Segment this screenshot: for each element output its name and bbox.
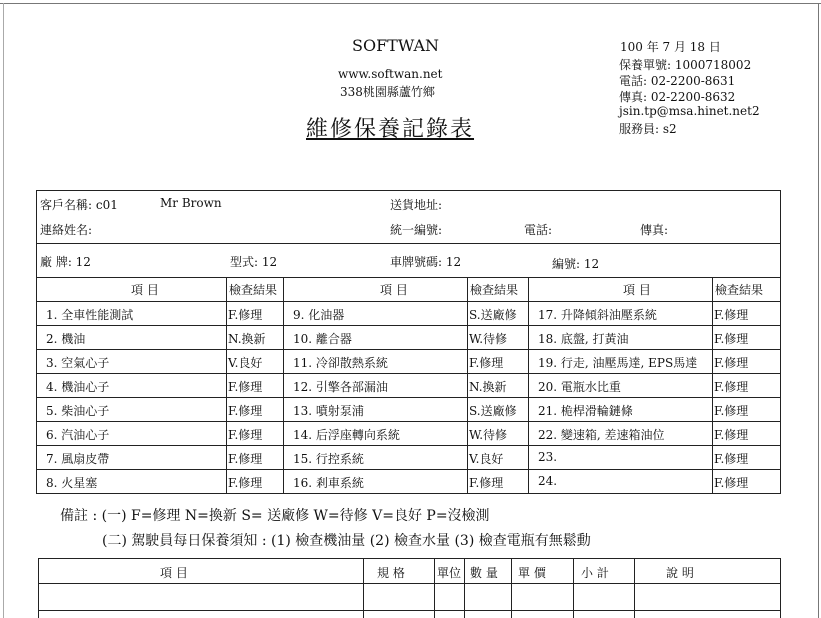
check-result: F.修理 [714, 404, 749, 418]
check-item: 5. 柴油心子 [46, 404, 110, 418]
check-result: N.換新 [228, 332, 266, 346]
check-table-row-line [36, 397, 781, 398]
bottom-table-col-line [573, 558, 574, 618]
check-item: 10. 離合器 [293, 332, 352, 346]
check-table-row-line [36, 445, 781, 446]
check-result: F.修理 [228, 452, 263, 466]
check-table-row-line [36, 325, 781, 326]
check-table-header: 檢查結果 [470, 283, 519, 297]
check-item: 4. 機油心子 [46, 380, 110, 394]
bottom-table-top-line [38, 558, 781, 559]
check-table-col-line [712, 277, 713, 493]
bottom-table-row-line [38, 610, 781, 611]
check-result: F.修理 [714, 332, 749, 346]
check-result: V.良好 [228, 356, 263, 370]
bottom-table-col-line [464, 558, 465, 618]
company-website: www.softwan.net [338, 67, 443, 81]
vehicle-number: 編號: 12 [552, 257, 600, 271]
info-date: 100 年 7 月 18 日 [620, 40, 721, 54]
info-fax: 傳真: 02-2200-8632 [619, 90, 736, 104]
check-item: 9. 化油器 [293, 308, 345, 322]
check-table-header: 檢查結果 [715, 283, 764, 297]
check-result: N.換新 [469, 380, 507, 394]
check-table-top-line [36, 277, 781, 278]
bottom-table-header: 數 量 [470, 566, 498, 580]
check-result: F.修理 [228, 380, 263, 394]
check-table-row-line [36, 301, 781, 302]
check-item: 15. 行控系統 [293, 452, 364, 466]
check-item: 2. 機油 [46, 332, 86, 346]
check-table-header: 項 目 [131, 283, 159, 297]
form-title: 維修保養記錄表 [306, 117, 475, 142]
page-border-top [0, 3, 821, 4]
check-table-col-line [226, 277, 227, 493]
bottom-table-col-line [511, 558, 512, 618]
bottom-table-header: 項 目 [160, 566, 188, 580]
bottom-table-header: 單位 [437, 566, 462, 580]
check-item: 13. 噴射泵浦 [293, 404, 364, 418]
customer-name-value: Mr Brown [160, 196, 222, 210]
check-table-row-line [36, 469, 781, 470]
check-item: 23. [538, 450, 558, 464]
customer-name-label: 客戶名稱: c01 [40, 198, 118, 212]
company-name: SOFTWAN [352, 36, 440, 55]
check-result: F.修理 [714, 452, 749, 466]
check-item: 18. 底盤, 打黃油 [538, 332, 629, 346]
notes-line-1: 備註 : (一) F=修理 N=換新 S= 送廠修 W=待修 V=良好 P=沒檢測 [60, 508, 490, 524]
check-table-col-line [467, 277, 468, 493]
contact-name-label: 連絡姓名: [40, 223, 93, 237]
check-result: F.修理 [714, 308, 749, 322]
customer-divider-line [36, 243, 781, 244]
check-result: F.修理 [469, 356, 504, 370]
check-result: F.修理 [228, 404, 263, 418]
check-result: F.修理 [714, 476, 749, 490]
check-table-row-line [36, 493, 781, 494]
check-item: 16. 剎車系統 [293, 476, 364, 490]
check-item: 3. 空氣心子 [46, 356, 110, 370]
check-item: 1. 全車性能測試 [46, 308, 134, 322]
check-result: F.修理 [714, 356, 749, 370]
vehicle-brand: 廠 牌: 12 [40, 255, 91, 269]
check-result: F.修理 [228, 428, 263, 442]
tax-id-label: 統一編號: [390, 223, 443, 237]
bottom-table-col-line [634, 558, 635, 618]
check-item: 14. 后浮座轉向系統 [293, 428, 400, 442]
check-item: 20. 電瓶水比重 [538, 380, 621, 394]
check-table-header: 項 目 [623, 283, 651, 297]
bottom-table-header: 小 計 [581, 566, 609, 580]
check-result: W.待修 [469, 428, 508, 442]
check-table-row-line [36, 349, 781, 350]
bottom-table-header: 說 明 [666, 566, 694, 580]
check-result: F.修理 [714, 428, 749, 442]
check-item: 8. 火星塞 [46, 476, 98, 490]
info-repair-no: 保養單號: 1000718002 [619, 58, 752, 72]
vehicle-plate: 車牌號碼: 12 [390, 255, 462, 269]
frame-left-line [36, 190, 37, 493]
check-result: V.良好 [469, 452, 504, 466]
customer-fax-label: 傳真: [640, 223, 669, 237]
check-item: 24. [538, 474, 558, 488]
check-result: F.修理 [469, 476, 504, 490]
check-table-row-line [36, 421, 781, 422]
check-result: S.送廠修 [469, 308, 517, 322]
check-table-header: 項 目 [380, 283, 408, 297]
check-result: F.修理 [714, 380, 749, 394]
info-staff: 服務員: s2 [619, 122, 677, 136]
notes-line-2: (二) 駕駛員每日保養須知 : (1) 檢查機油量 (2) 檢查水量 (3) 檢查電瓶有無鬆動 [102, 533, 591, 549]
vehicle-model: 型式: 12 [230, 255, 278, 269]
info-email: jsin.tp@msa.hinet.net2 [619, 104, 760, 118]
info-phone: 電話: 02-2200-8631 [619, 74, 736, 88]
check-result: W.待修 [469, 332, 508, 346]
check-table-col-line [528, 277, 529, 493]
check-item: 6. 汽油心子 [46, 428, 110, 442]
bottom-table-col-line [363, 558, 364, 618]
check-item: 12. 引擎各部漏油 [293, 380, 388, 394]
check-table-row-line [36, 373, 781, 374]
check-table-col-line [283, 277, 284, 493]
customer-phone-label: 電話: [524, 223, 553, 237]
bottom-table-header-line [38, 583, 781, 584]
bottom-table-col-line [434, 558, 435, 618]
frame-right-line [780, 190, 781, 493]
check-item: 19. 行走, 油壓馬達, EPS馬達 [538, 356, 698, 370]
bottom-table-col-line [780, 558, 781, 618]
bottom-table-header: 單 價 [518, 566, 546, 580]
check-table-header: 檢查結果 [229, 283, 278, 297]
page-border-right [818, 3, 819, 618]
check-item: 11. 冷卻散熱系統 [293, 356, 388, 370]
check-item: 17. 升降傾斜油壓系統 [538, 308, 657, 322]
check-result: F.修理 [228, 476, 263, 490]
bottom-table-header: 規 格 [377, 566, 405, 580]
check-item: 7. 風扇皮帶 [46, 452, 110, 466]
customer-top-line [36, 190, 781, 191]
page-border-left [3, 3, 4, 618]
delivery-address-label: 送貨地址: [390, 198, 443, 212]
check-result: F.修理 [228, 308, 263, 322]
check-item: 22. 變速箱, 差速箱油位 [538, 428, 665, 442]
check-item: 21. 桅桿滑輪鏈條 [538, 404, 633, 418]
check-result: S.送廠修 [469, 404, 517, 418]
company-address: 338桃園縣蘆竹鄉 [340, 85, 435, 99]
bottom-table-col-line [38, 558, 39, 618]
